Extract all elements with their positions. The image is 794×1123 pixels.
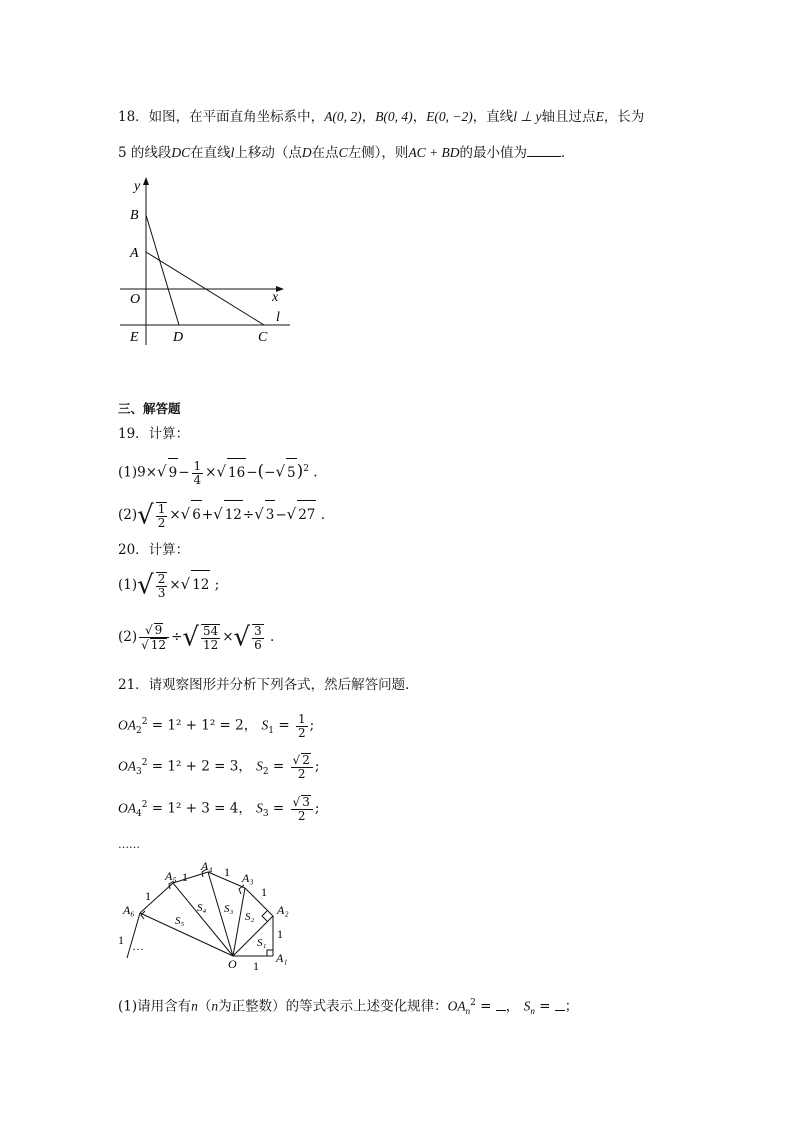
q18-text: l	[230, 145, 235, 160]
q18-text: ．	[561, 145, 575, 161]
side-one: 1	[145, 889, 151, 903]
q21-title: 21．请观察图形并分析下列各式，然后解答问题．	[118, 677, 419, 693]
label-s3: S₃	[224, 903, 234, 915]
ellipsis: …	[132, 939, 144, 953]
q18-line2	[118, 144, 575, 162]
var-n: n	[191, 998, 198, 1014]
y-axis-label: y	[134, 179, 141, 194]
label-a3: A₃	[242, 871, 254, 885]
label-s4: S₄	[197, 902, 207, 914]
q18-line1: 18．如图，在平面直角坐标系中，A(0, 2)，B(0, 4)，E(0, −2)，直线l ⊥ y轴且过点E，长为	[118, 109, 645, 125]
q19-title: 19．计算：	[118, 426, 190, 442]
q18-text: D	[301, 145, 312, 160]
label-s2: S₂	[245, 911, 255, 923]
label-a5: A₅	[165, 869, 177, 883]
q21-text: （	[197, 998, 212, 1015]
side-one: 1	[277, 927, 283, 941]
q18-text: 左侧），则	[347, 145, 409, 161]
part-label: (1)	[118, 464, 138, 481]
label-a4: A₄	[201, 859, 213, 873]
q21-eq2: $OA_3^2 = 1^2 + 2 = 3$， $S_2$ = $\frac{√ 2}{2}$ ;	[118, 753, 320, 781]
q21-dots: ……	[118, 838, 140, 851]
q18-text: 的最小值为	[459, 145, 528, 161]
q20-part2: (2) $\frac{√ 9}{√ 12}$ ÷√ $\frac{54}{12}$ ×√ $\frac{3}{6}$ .	[118, 622, 275, 653]
x-axis-label: x	[272, 290, 279, 305]
point-a: A(0, 2)	[324, 109, 362, 124]
label-e: E	[130, 330, 139, 345]
q19-part1: (1)9×√ 9− $\frac{1}{4}$ ×√ 16−(−√ 5)$^2$ .	[118, 458, 318, 487]
section-heading: 三、解答题	[118, 401, 181, 416]
answer-blank[interactable]	[496, 998, 506, 1011]
label-a2: A₂	[277, 903, 289, 917]
q18-text: ，直线	[472, 109, 514, 125]
answer-blank[interactable]	[555, 998, 565, 1011]
q18-text: 上移动（点	[234, 145, 302, 161]
q18-text: C	[338, 145, 348, 160]
q21-part1: (1)请用含有n（n为正整数）的等式表示上述变化规律：$OA_n^2$ = ， $S_n$ = ；	[118, 998, 579, 1017]
label-d: D	[173, 330, 184, 345]
equation-text: = 1² + 3 = 4，	[151, 800, 252, 817]
label-c: C	[258, 330, 268, 345]
point-e: E(0, −2)	[426, 109, 473, 124]
label-a6: A₆	[123, 903, 135, 917]
q19-part2: (2)√ $\frac{1}{2}$ ×√ 6+√ 12÷√ 3−√ 27 .	[118, 500, 325, 531]
side-one: 1	[253, 959, 259, 973]
q21-text: ；	[564, 998, 579, 1015]
label-a: A	[130, 246, 139, 261]
label-o: O	[130, 292, 141, 307]
label-b: B	[130, 208, 139, 223]
part-label: (2)	[118, 629, 138, 645]
q18-text: E	[595, 109, 604, 124]
q18-expr: AC + BD	[408, 145, 460, 160]
q18-figure	[112, 175, 302, 350]
q18-text: 在直线	[190, 145, 231, 161]
q21-eq1: $OA_2^2 = 1^2 + 1^2 = 2$， $S_1$ = $\frac{1}{2}$ ;	[118, 711, 315, 740]
q18-text: 在点	[311, 145, 339, 161]
label-o: O	[228, 957, 237, 971]
point-b: B(0, 4)	[375, 109, 413, 124]
q18-text: DC	[171, 145, 191, 160]
q21-text: (1)请用含有	[118, 998, 192, 1015]
side-one: 1	[118, 933, 124, 947]
side-one: 1	[261, 885, 267, 899]
side-one: 1	[182, 870, 188, 884]
label-s5: S₅	[175, 915, 185, 927]
q21-eq3: $OA_4^2 = 1^2 + 3 = 4$， $S_3$ = $\frac{√ 3}{2}$ ;	[118, 795, 320, 823]
part-label: (1)	[118, 577, 138, 593]
equation-text: = 1² + 1² = 2，	[151, 717, 258, 734]
q18-text: 18．如图，在平面直角坐标系中，	[118, 109, 325, 125]
q21-figure	[115, 858, 305, 973]
label-l: l	[276, 310, 280, 325]
label-a1: A₁	[276, 951, 288, 965]
q18-text: 5 的线段	[118, 145, 172, 161]
label-s1: S₁	[257, 937, 267, 949]
q18-text: 轴且过点	[541, 109, 596, 125]
answer-blank[interactable]	[527, 144, 561, 157]
side-one: 1	[224, 865, 230, 879]
q18-text: ，长为	[603, 109, 645, 125]
equation-text: = 1² + 2 = 3，	[151, 758, 252, 775]
perp-expr: l ⊥ y	[513, 109, 542, 124]
q21-text: 为正整数）的等式表示上述变化规律：	[218, 998, 448, 1015]
q20-title: 20．计算：	[118, 542, 190, 558]
q20-part1: (1)√ $\frac{2}{3}$ ×√ 12 ;	[118, 570, 220, 601]
part-label: (2)	[118, 507, 138, 523]
var-n: n	[211, 998, 219, 1014]
